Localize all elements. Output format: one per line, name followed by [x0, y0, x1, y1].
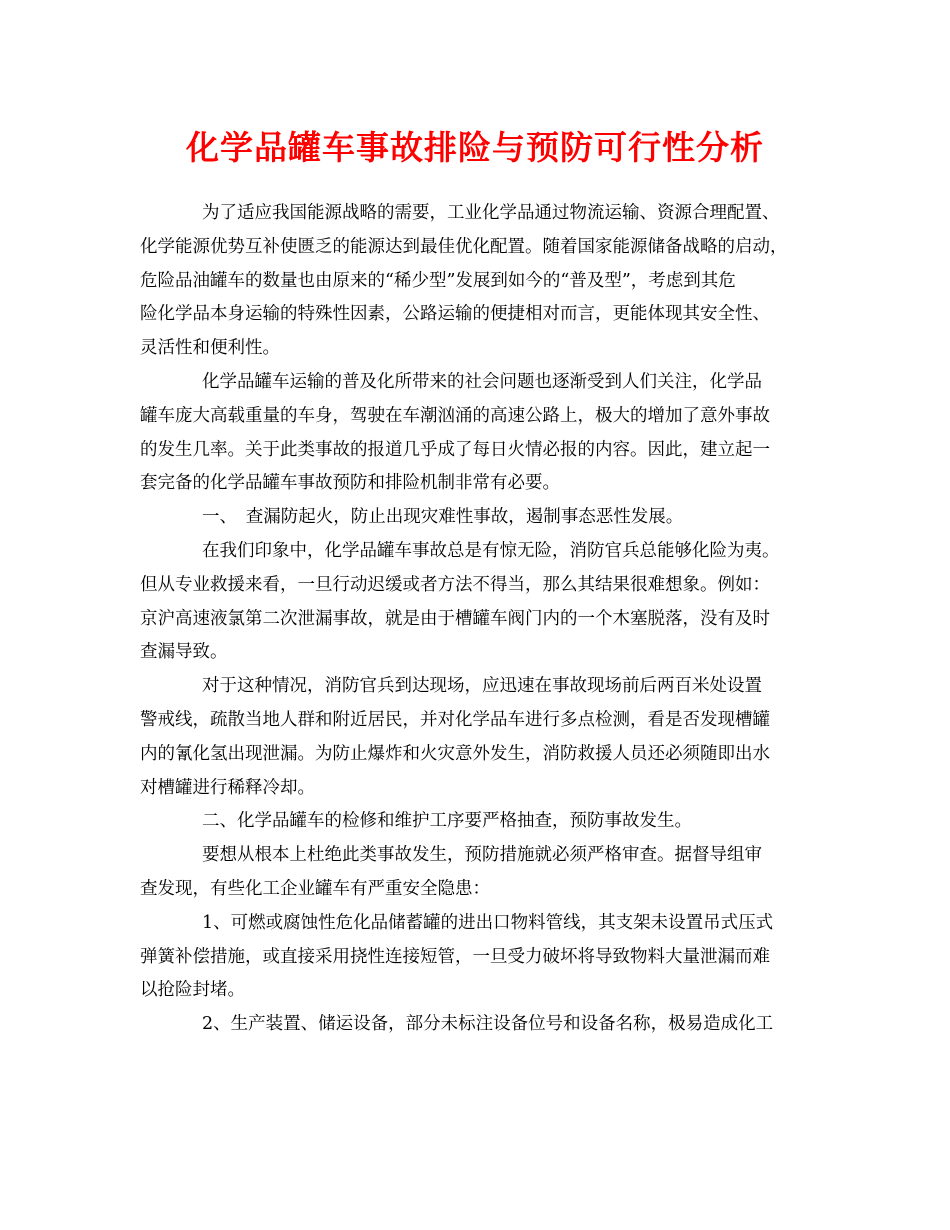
text-line: 对于这种情况，消防官兵到达现场，应迅速在事故现场前后两百米处设置 — [202, 676, 762, 697]
text-line: 京沪高速液氯第二次泄漏事故，就是由于槽罐车阀门内的一个木塞脱落，没有及时 — [140, 608, 770, 629]
text-line: 危险品油罐车的数量也由原来的“稀少型”发展到如今的“普及型”，考虑到其危 — [140, 270, 736, 291]
text-line: 对槽罐进行稀释冷却。 — [140, 777, 315, 798]
text-line: 2、生产装置、储运设备，部分未标注设备位号和设备名称，极易造成化工 — [202, 1014, 774, 1035]
document-title: 化学品罐车事故排险与预防可行性分析 — [186, 128, 764, 167]
text-line: 罐车庞大高载重量的车身，驾驶在车潮汹涌的高速公路上，极大的增加了意外事故 — [140, 405, 770, 426]
text-line: 化学能源优势互补使匮乏的能源达到最佳优化配置。随着国家能源储备战略的启动， — [140, 236, 788, 257]
text-line: 二、化学品罐车的检修和维护工序要严格抽查，预防事故发生。 — [202, 811, 692, 832]
text-line: 的发生几率。关于此类事故的报道几乎成了每日火情必报的内容。因此，建立起一 — [140, 439, 770, 460]
text-line: 套完备的化学品罐车事故预防和排险机制非常有必要。 — [140, 473, 560, 494]
text-line: 险化学品本身运输的特殊性因素，公路运输的便捷相对而言，更能体现其安全性、 — [140, 304, 770, 325]
text-line: 内的氰化氢出现泄漏。为防止爆炸和火灾意外发生，消防救援人员还必须随即出水 — [140, 743, 770, 764]
text-line: 1、可燃或腐蚀性危化品储蓄罐的进出口物料管线，其支架未设置吊式压式 — [202, 912, 774, 933]
text-line: 但从专业救援来看，一旦行动迟缓或者方法不得当，那么其结果很难想象。例如： — [140, 574, 770, 595]
text-line: 查漏导致。 — [140, 642, 228, 663]
text-line: 以抢险封堵。 — [140, 980, 245, 1001]
text-line: 化学品罐车运输的普及化所带来的社会问题也逐渐受到人们关注，化学品 — [202, 371, 762, 392]
text-line: 一、 查漏防起火，防止出现灾难性事故，遏制事态恶性发展。 — [202, 507, 684, 528]
text-line: 弹簧补偿措施，或直接采用挠性连接短管，一旦受力破坏将导致物料大量泄漏而难 — [140, 946, 770, 967]
text-line: 灵活性和便利性。 — [140, 338, 280, 359]
text-line: 查发现，有些化工企业罐车有严重安全隐患： — [140, 878, 490, 899]
document-body — [140, 197, 820, 1042]
text-line: 为了适应我国能源战略的需要，工业化学品通过物流运输、资源合理配置、 — [202, 203, 780, 223]
text-line: 要想从根本上杜绝此类事故发生，预防措施就必须严格审查。据督导组审 — [202, 845, 762, 866]
text-line: 在我们印象中，化学品罐车事故总是有惊无险，消防官兵总能够化险为夷。 — [202, 540, 780, 561]
text-line: 警戒线，疏散当地人群和附近居民，并对化学品车进行多点检测，看是否发现槽罐 — [140, 709, 770, 730]
